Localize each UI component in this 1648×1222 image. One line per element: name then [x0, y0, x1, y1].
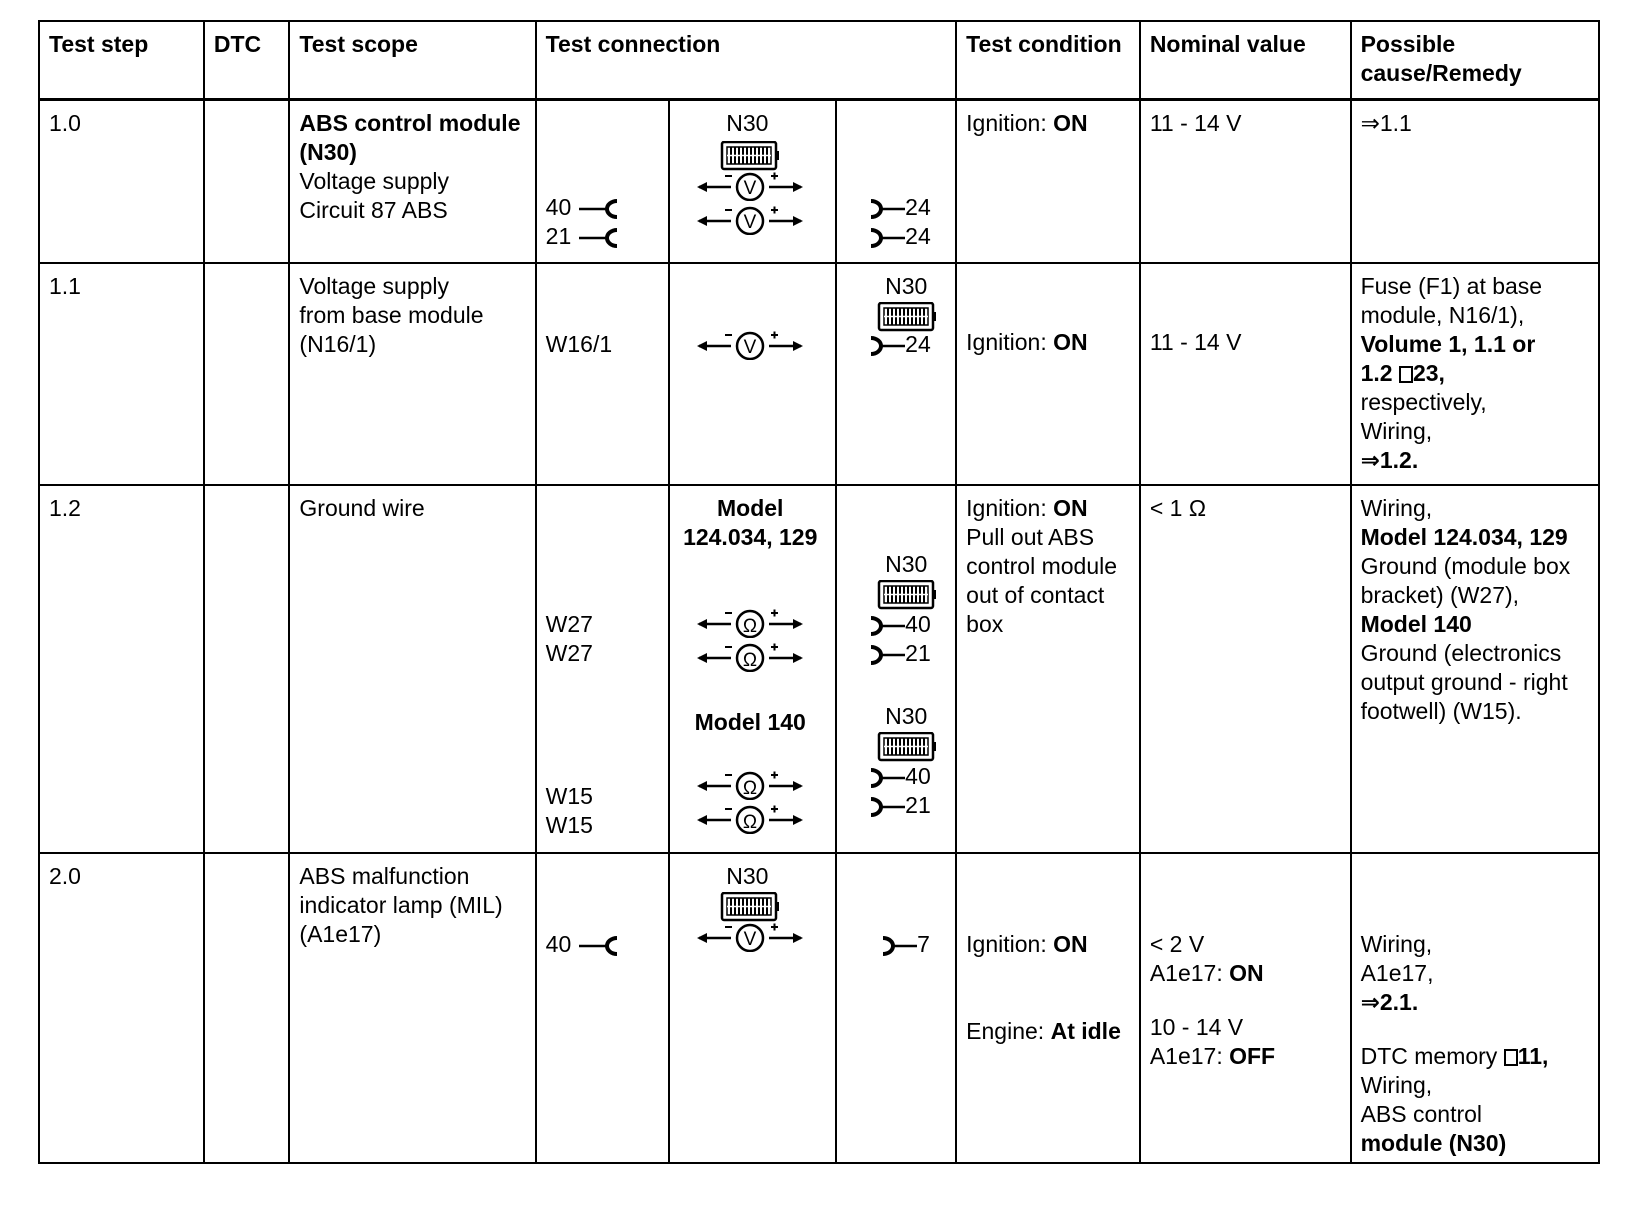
remedy-volume: 1.2	[1360, 360, 1393, 386]
header-test-connection: Test connection	[536, 21, 957, 99]
nominal-line: < 2 V	[1149, 931, 1205, 957]
connector-icon	[877, 732, 937, 762]
plug-icon	[867, 766, 907, 790]
pin-label: 40	[545, 193, 572, 220]
dtc-cell	[204, 263, 290, 485]
remedy-line: module, N16/1),	[1360, 302, 1525, 328]
table-row	[39, 263, 1599, 485]
meter-symbol: Ω	[743, 650, 758, 671]
condition-label: Engine:	[966, 1018, 1045, 1044]
connection-right-cell	[836, 99, 956, 263]
scope-title: ABS control module (N30)	[299, 109, 521, 165]
scope-line: Circuit 87 ABS	[299, 196, 448, 223]
table-row	[39, 485, 1599, 853]
connection-left-cell	[536, 263, 670, 485]
connection-center-cell	[669, 263, 836, 485]
header-test-scope: Test scope	[289, 21, 535, 99]
header-dtc: DTC	[204, 21, 290, 99]
remedy-line: DTC memory	[1360, 1043, 1498, 1069]
pin-label: 40	[905, 763, 931, 789]
remedy-line: Volume 1, 1.1 or	[1360, 331, 1536, 357]
test-condition-cell	[956, 99, 1140, 263]
pin-label: 21	[545, 222, 572, 249]
test-step-cell: 1.1	[39, 263, 204, 485]
page-reference-icon	[1504, 1049, 1518, 1066]
connector-label: N30	[885, 273, 928, 299]
model-label: Model 140	[694, 709, 806, 735]
condition-value: ON	[1053, 109, 1088, 136]
nominal-value-cell: 11 - 14 V	[1140, 99, 1351, 263]
remedy-model: Model 140	[1360, 611, 1472, 637]
remedy-line: ABS control	[1360, 1101, 1483, 1127]
pin-label: W27	[545, 611, 593, 637]
connection-left-cell	[536, 853, 670, 1163]
test-scope-cell	[289, 263, 535, 485]
condition-value: ON	[1053, 931, 1088, 957]
plug-icon	[867, 614, 907, 638]
dtc-cell	[204, 853, 290, 1163]
meter-symbol: Ω	[743, 616, 758, 637]
header-test-step: Test step	[39, 21, 204, 99]
lamp-label: A1e17:	[1149, 960, 1223, 986]
ohmmeter-icon	[695, 800, 805, 834]
meter-symbol: V	[743, 211, 757, 233]
test-condition-cell	[956, 263, 1140, 485]
plug-icon	[867, 226, 907, 250]
voltmeter-icon	[695, 201, 805, 235]
remedy-page: 23,	[1412, 360, 1445, 386]
socket-icon	[577, 197, 623, 221]
condition-note: Pull out ABS control module out of contact box	[966, 524, 1118, 637]
remedy-line: Wiring,	[1360, 418, 1433, 444]
lamp-label: A1e17:	[1149, 1043, 1223, 1069]
connection-center-cell	[669, 485, 836, 853]
connector-icon	[877, 302, 937, 332]
pin-label: W15	[545, 783, 593, 809]
meter-symbol: V	[743, 337, 757, 358]
nominal-value-cell: 11 - 14 V	[1140, 263, 1351, 485]
condition-label: Ignition:	[966, 109, 1047, 136]
dtc-cell	[204, 485, 290, 853]
socket-icon	[577, 934, 623, 958]
test-scope-cell: Ground wire	[289, 485, 535, 853]
lamp-state: ON	[1229, 960, 1264, 986]
connection-center-cell	[669, 99, 836, 263]
connector-label: N30	[726, 863, 769, 889]
remedy-line: Wiring,	[1360, 495, 1433, 521]
condition-value: At idle	[1050, 1018, 1121, 1044]
meter-symbol: V	[743, 929, 757, 950]
remedy-line: ⇒2.1.	[1360, 989, 1419, 1015]
connection-right-cell	[836, 485, 956, 853]
header-test-condition: Test condition	[956, 21, 1140, 99]
scope-line: Voltage supply	[299, 167, 450, 194]
remedy-model: Model 124.034, 129	[1360, 524, 1568, 550]
test-scope-cell	[289, 99, 535, 263]
pin-label: 24	[905, 193, 931, 220]
plug-icon	[867, 643, 907, 667]
plug-icon	[867, 197, 907, 221]
pin-label: 7	[917, 931, 930, 957]
remedy-page: 11,	[1517, 1043, 1549, 1069]
voltmeter-icon	[695, 167, 805, 201]
remedy-ref-line	[1361, 359, 1589, 388]
table-row	[39, 853, 1599, 1163]
connector-label: N30	[885, 703, 928, 729]
condition-label: Ignition:	[966, 931, 1047, 957]
remedy-line: ⇒1.2.	[1360, 447, 1419, 473]
remedy-cell	[1351, 485, 1599, 853]
pin-label: 24	[905, 331, 931, 357]
nominal-value-cell: < 1 Ω	[1140, 485, 1351, 853]
pin-label: W16/1	[545, 331, 613, 357]
pin-label: 40	[545, 931, 572, 957]
test-step-cell: 1.2	[39, 485, 204, 853]
test-step-cell: 2.0	[39, 853, 204, 1163]
connection-center-cell	[669, 853, 836, 1163]
header-row	[39, 21, 1599, 99]
scope-line: Voltage supply	[299, 273, 450, 299]
plug-icon	[879, 934, 919, 958]
test-condition-cell	[956, 853, 1140, 1163]
remedy-line: module (N30)	[1360, 1130, 1507, 1156]
dtc-cell	[204, 99, 290, 263]
table-row	[39, 99, 1599, 263]
remedy-cell	[1351, 853, 1599, 1163]
remedy-line: Fuse (F1) at base	[1360, 273, 1543, 299]
condition-value: ON	[1053, 329, 1088, 355]
voltmeter-icon	[695, 918, 805, 952]
test-table	[38, 20, 1600, 1164]
connector-label: N30	[885, 551, 928, 577]
pin-label: 24	[905, 222, 931, 249]
connector-label: N30	[726, 109, 769, 136]
header-possible-cause: Possible cause/Remedy	[1351, 21, 1599, 99]
scope-line: from base module	[299, 302, 484, 328]
condition-label: Ignition:	[966, 329, 1047, 355]
voltmeter-icon	[695, 326, 805, 360]
plug-icon	[867, 334, 907, 358]
connection-left-cell	[536, 99, 670, 263]
pin-label: W15	[545, 812, 593, 838]
page-reference-icon	[1399, 366, 1413, 383]
remedy-line: respectively,	[1360, 389, 1487, 415]
test-step-cell: 1.0	[39, 99, 204, 263]
connector-icon	[877, 580, 937, 610]
condition-label: Ignition:	[966, 495, 1047, 521]
ohmmeter-icon	[695, 604, 805, 638]
ohmmeter-icon	[695, 766, 805, 800]
connection-right-cell	[836, 853, 956, 1163]
test-condition-cell	[956, 485, 1140, 853]
nominal-line: 10 - 14 V	[1149, 1014, 1244, 1040]
remedy-line: A1e17,	[1360, 960, 1434, 986]
ohmmeter-icon	[695, 638, 805, 672]
header-nominal-value: Nominal value	[1140, 21, 1351, 99]
scope-line: (N16/1)	[299, 331, 377, 357]
socket-icon	[577, 226, 623, 250]
meter-symbol: Ω	[743, 778, 758, 799]
meter-symbol: Ω	[743, 812, 758, 833]
remedy-line: Ground (module box bracket) (W27),	[1360, 553, 1571, 608]
remedy-cell: ⇒1.1	[1351, 99, 1599, 263]
pin-label: W27	[545, 640, 593, 666]
pin-label: 21	[905, 640, 931, 666]
pin-label: 21	[905, 792, 931, 818]
test-scope-cell: ABS malfunction indicator lamp (MIL) (A1e17)	[289, 853, 535, 1163]
connection-left-cell	[536, 485, 670, 853]
model-label: Model 124.034, 129	[683, 495, 818, 550]
remedy-line: Ground (electronics output ground - right footwell) (W15).	[1360, 640, 1568, 724]
meter-symbol: V	[743, 177, 757, 199]
connection-right-cell	[836, 263, 956, 485]
plug-icon	[867, 795, 907, 819]
nominal-value-cell	[1140, 853, 1351, 1163]
lamp-state: OFF	[1229, 1043, 1276, 1069]
remedy-line: Wiring,	[1360, 931, 1433, 957]
remedy-cell	[1351, 263, 1599, 485]
pin-label: 40	[905, 611, 931, 637]
remedy-line: Wiring,	[1360, 1072, 1433, 1098]
condition-value: ON	[1053, 495, 1088, 521]
